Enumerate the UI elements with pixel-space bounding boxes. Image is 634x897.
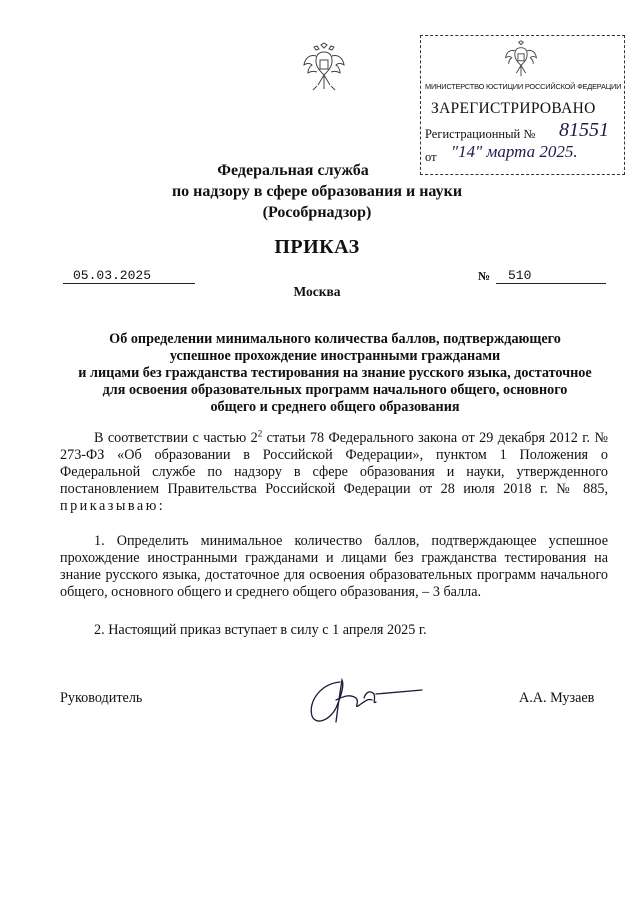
preamble-paragraph xyxy=(60,430,608,515)
preamble-superscript: 2 xyxy=(257,428,263,439)
subject-line: Об определении минимального количества баллов, подтверждающего xyxy=(109,331,561,347)
handwritten-signature xyxy=(300,672,425,730)
subject-line: для освоения образовательных программ начального общего, основного xyxy=(102,382,568,398)
order-word: приказываю: xyxy=(60,498,166,514)
order-subject xyxy=(60,331,610,416)
city: Москва xyxy=(293,284,341,299)
stamp-ministry: МИНИСТЕРСТВО ЮСТИЦИИ РОССИЙСКОЙ ФЕДЕРАЦИИ xyxy=(425,82,622,91)
subject-line: общего и среднего общего образования xyxy=(210,399,460,415)
preamble-text-b: статьи 78 Федерального закона от 29 декабря 2012 г. № 273-ФЗ «Об образовании в Российской Федерации», пунктом 1 Положения о Федеральной службе по надзору в сфере образования и науки, утвержденного постановлением Правительства Российской Федерации от 28 июля 2018 г. № 885, xyxy=(60,430,608,497)
order-number: 510 xyxy=(496,268,606,284)
subject-line: успешное прохождение иностранными гражданами xyxy=(169,348,501,364)
russian-coat-of-arms-icon xyxy=(503,40,539,80)
russian-coat-of-arms-icon xyxy=(302,42,346,94)
stamp-date: "14" марта 2025. xyxy=(451,142,578,161)
signer-name: А.А. Музаев xyxy=(519,690,595,706)
org-name-line3: (Рособрнадзор) xyxy=(262,204,372,221)
registration-stamp xyxy=(420,35,625,175)
order-number-sign: № xyxy=(478,269,491,283)
stamp-date-prefix: от xyxy=(425,150,437,164)
clause-2: 2. Настоящий приказ вступает в силу с 1 апреля 2025 г. xyxy=(94,622,427,638)
order-date: 05.03.2025 xyxy=(63,268,195,284)
org-name-line2: по надзору в сфере образования и науки xyxy=(171,183,463,200)
document-type: ПРИКАЗ xyxy=(274,236,360,258)
preamble-text-a: В соответствии с частью 2 xyxy=(94,430,258,446)
clause-1: 1. Определить минимальное количество баллов, подтверждающее успешное прохождение иностранными гражданами и лицами без гражданства тестирования на знание русского языка, достаточное для освоения образовательных программ начального общего, основного общего и среднего общего образования, – 3 балла. xyxy=(60,533,608,600)
signer-title: Руководитель xyxy=(60,690,143,706)
org-name-line1: Федеральная служба xyxy=(217,162,369,179)
stamp-reg-number: 81551 xyxy=(559,119,609,141)
subject-line: и лицами без гражданства тестирования на знание русского языка, достаточное xyxy=(78,365,592,381)
stamp-registered: ЗАРЕГИСТРИРОВАНО xyxy=(431,100,596,117)
stamp-reg-label: Регистрационный № xyxy=(425,127,536,141)
